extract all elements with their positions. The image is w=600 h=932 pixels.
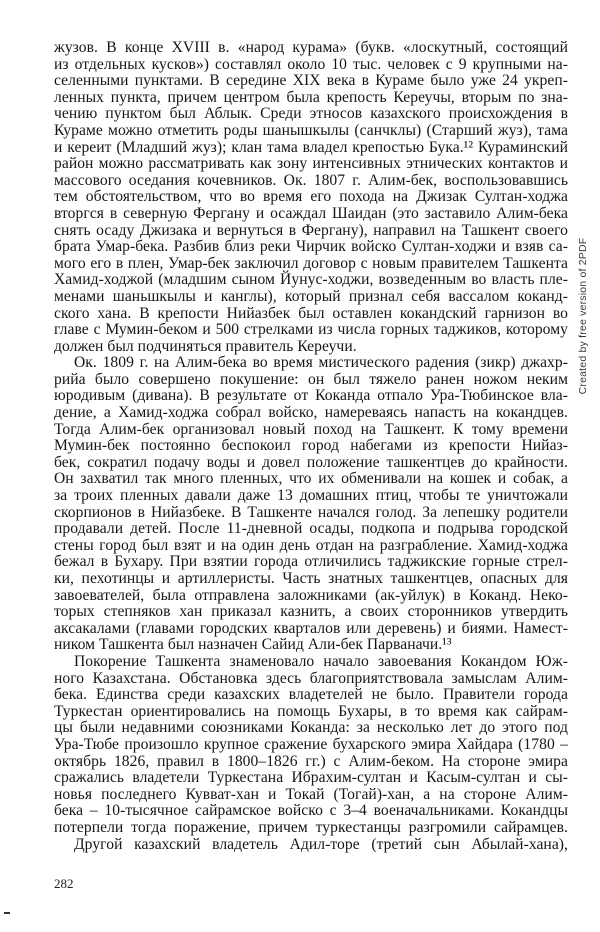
- text-line: октябрь 1826, правил в 1800–1826 гг.) с Алим-беком. На стороне эмира: [54, 752, 568, 770]
- text-line: ного Казахстана. Обстановка здесь благоприятствовала замыслам Алим-: [54, 669, 568, 687]
- text-line: Хамид-ходжой (младшим сыном Йунус-ходжи, возведенным во власть пле-: [54, 271, 568, 289]
- text-line: менами шаньшкылы и канглы), который признал себя вассалом коканд-: [54, 287, 568, 305]
- text-line: Он захватил так много пленных, что их обменивали на кошек и собак, а: [54, 470, 568, 488]
- text-line: бека – 10-тысячное сайрамское войско с 3–4 военачальниками. Кокандцы: [54, 802, 568, 820]
- text-line: селенными пунктами. В середине XIX века в Кураме было уже 24 укреп-: [54, 72, 568, 90]
- text-line: Туркестан ориентировались на помощь Бухары, в то время как сайрам-: [54, 702, 568, 720]
- text-line: Другой казахский владетель Адил-торе (третий сын Абылай-хана),: [74, 835, 568, 853]
- text-line: чению пунктом был Аблык. Среди этносов казахского происхождения в: [54, 105, 568, 123]
- text-line: завоевателей, была отправлена заложниками (ак-уйлук) в Коканд. Неко-: [54, 586, 568, 604]
- text-line: жузов. В конце XVIII в. «народ курама» (букв. «лоскутный, состоящий: [54, 39, 568, 56]
- scan-mark: [4, 912, 10, 914]
- text-line: скорпионов в Нийазбеке. В Ташкенте начался голод. За лепешку родители: [54, 503, 568, 521]
- text-line: за троих пленных давали даже 13 домашних птиц, чтобы те уничтожали: [54, 487, 568, 505]
- text-line: новья последнего Кувват-хан и Токай (Тогай)-хан, а на стороне Алим-: [54, 785, 568, 803]
- text-line: из отдельных кусков») составлял около 10 тыс. человек с 9 крупными на-: [54, 55, 568, 73]
- text-line: стены город был взят и на один день отдан на разграбление. Хамид-ходжа: [54, 536, 568, 554]
- text-line: ского хана. В крепости Нийазбек был оставлен кокандский гарнизон во: [54, 304, 568, 322]
- text-line: рийа было совершено покушение: он был тяжело ранен ножом неким: [54, 370, 568, 388]
- text-line: сражались владетели Туркестана Ибрахим-султан и Касым-султан и сы-: [54, 769, 568, 787]
- text-line: ником Ташкента был назначен Сайид Али-бек Парваначи.¹³: [54, 636, 452, 654]
- text-line: ленных пункта, причем центром была крепость Кереучы, вторым по зна-: [54, 88, 568, 106]
- text-line: снять осаду Джизака и вернуться в Фергану), направил на Ташкент своего: [54, 221, 568, 239]
- text-line: торых степняков хан приказал казнить, а своих сторонников утвердить: [54, 603, 568, 621]
- text-line: Ок. 1809 г. на Алим-бека во время мистического радения (зикр) джахр-: [74, 354, 568, 372]
- page-number: 282: [54, 876, 74, 891]
- text-line: дение, а Хамид-ходжа собрал войско, намереваясь напасть на кокандцев.: [54, 404, 568, 422]
- text-line: массового оседания кочевников. Ок. 1807 г. Алим-бек, воспользовавшись: [54, 171, 568, 189]
- text-line: брата Умар-бека. Разбив близ реки Чирчик войско Султан-ходжи и взяв са-: [54, 238, 568, 256]
- text-line: бежал в Бухару. При взятии города отличились таджикские горные стрел-: [54, 553, 568, 571]
- watermark-text: Created by free version of 2PDF: [577, 237, 589, 395]
- text-line: бека. Единства среди казахских владетелей не было. Правители города: [54, 686, 568, 704]
- text-line: бек, сократил подачу воды и довел положение ташкентцев до крайности.: [54, 453, 568, 471]
- body-text: [54, 40, 568, 853]
- text-line: ки, пехотинцы и артиллеристы. Часть знатных ташкентцев, опасных для: [54, 570, 568, 587]
- text-line: и кереит (Младший жуз); клан тама владел крепостью Бука.¹² Кураминский: [54, 138, 568, 156]
- text-line: должен был подчиняться правитель Кереучи.: [54, 337, 357, 355]
- text-line: юродивым (дивана). В результате от Коканда отпало Ура-Тюбинское вла-: [54, 387, 568, 405]
- text-line: мого его в плен, Умар-бек заключил договор с новым правителем Ташкента: [54, 254, 568, 272]
- text-line: район можно рассматривать как зону интенсивных этнических контактов и: [54, 155, 568, 173]
- text-line: главе с Мумин-беком и 500 стрелками из числа горных таджиков, которому: [54, 321, 568, 339]
- text-line: Мумин-бек постоянно беспокоил город набегами из крепости Нийаз-: [54, 437, 568, 455]
- text-line: Ура-Тюбе произошло крупное сражение бухарского эмира Хайдара (1780 –: [54, 735, 568, 753]
- text-line: тем обстоятельством, что во время его похода на Джизак Султан-ходжа: [54, 188, 568, 206]
- text-line: Кураме можно отметить роды шанышкылы (санчклы) (Старший жуз), тама: [54, 121, 568, 139]
- text-line: потерпели тогда поражение, причем туркестанцы разгромили сайрамцев.: [54, 818, 568, 836]
- text-line: цы были недавними союзниками Коканда: за несколько лет до этого под: [54, 719, 568, 737]
- text-line: вторгся в северную Фергану и осаждал Шаидан (это заставило Алим-бека: [54, 204, 568, 222]
- text-line: Покорение Ташкента знаменовало начало завоевания Кокандом Юж-: [74, 652, 568, 670]
- text-line: аксакалами (главами городских кварталов или деревень) и биями. Намест-: [54, 619, 568, 637]
- text-line: продавали детей. После 11-дневной осады, подкопа и подрыва городской: [54, 520, 568, 538]
- text-line: Тогда Алим-бек организовал новый поход на Ташкент. К тому времени: [54, 420, 568, 438]
